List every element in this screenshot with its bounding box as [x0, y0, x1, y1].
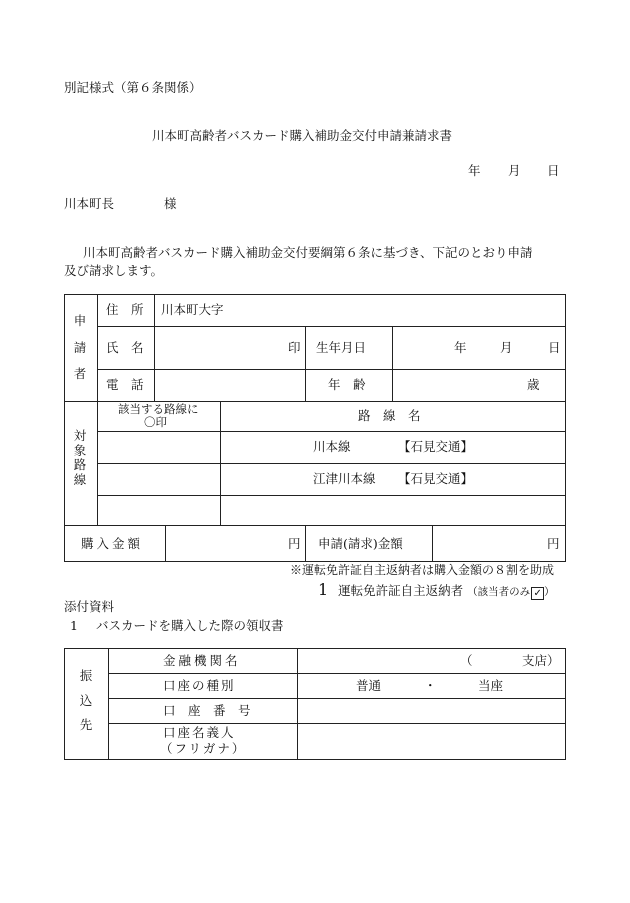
account-holder-label: 口座名義人: [163, 725, 236, 740]
rule: [165, 525, 166, 562]
purchase-amount-unit: 円: [288, 536, 301, 551]
section-char: 路: [73, 457, 87, 472]
bank-table: [64, 648, 566, 760]
request-amount-label: 申請(請求)金額: [318, 536, 403, 551]
rule: [97, 431, 566, 432]
rule: [392, 326, 393, 401]
routes-section-label: [72, 430, 88, 486]
birthdate-label: 生年月日: [316, 340, 367, 355]
license-return-hint-open: （該当者のみ: [467, 586, 531, 598]
branch-open: （: [460, 653, 473, 668]
rule: [305, 525, 306, 562]
route-name-2: 江津川本線: [313, 471, 376, 486]
bank-section-label: [78, 670, 94, 732]
account-holder-kana-label: （フリガナ）: [160, 741, 247, 756]
birth-year: 年: [454, 340, 467, 355]
date-month: 月: [508, 163, 521, 178]
route-name-1: 川本線: [313, 439, 351, 454]
rule: [297, 648, 298, 760]
branch-label: 支店）: [522, 653, 560, 668]
purchase-amount-label: 購入金額: [81, 536, 144, 551]
route-name-header: 路 線 名: [358, 408, 421, 423]
age-unit: 歳: [527, 377, 540, 392]
birth-month: 月: [500, 340, 513, 355]
applicant-section-label: [72, 315, 88, 381]
body-text-line2: 及び請求します。: [64, 263, 164, 278]
section-char: 請: [73, 339, 87, 355]
attachment-1-number: 1: [70, 618, 78, 633]
rule: [108, 648, 109, 760]
request-amount-unit: 円: [547, 536, 560, 551]
account-type-ordinary[interactable]: 普通: [356, 678, 382, 693]
rule: [432, 525, 433, 562]
attachment-1-text: バスカードを購入した際の領収書: [96, 618, 284, 633]
rule: [97, 463, 566, 464]
account-type-label: 口座の種別: [163, 678, 236, 693]
section-char: 対: [73, 428, 87, 443]
route-mark-header-line1: 該当する路線に: [118, 402, 199, 416]
rule: [108, 723, 566, 724]
license-return-line: [318, 582, 555, 600]
rule: [108, 698, 566, 699]
seal-mark: 印: [288, 340, 301, 355]
birth-day: 日: [548, 340, 561, 355]
form-label: 別記様式（第６条関係）: [64, 80, 202, 95]
section-char: 者: [73, 366, 87, 381]
date-year: 年: [468, 163, 481, 178]
route-company-1: 【石見交通】: [398, 439, 474, 454]
date-day: 日: [547, 163, 560, 178]
attachments-label: 添付資料: [64, 599, 115, 614]
rule: [305, 326, 306, 401]
account-number-label: 口 座 番 号: [163, 703, 251, 718]
addressee-honorific: 様: [164, 196, 177, 211]
license-return-hint-close: ）: [544, 586, 555, 598]
account-type-current[interactable]: 当座: [478, 678, 504, 693]
name-label: 氏 名: [106, 340, 144, 355]
section-char: 線: [73, 471, 87, 487]
section-char: 先: [79, 717, 93, 732]
phone-label: 電 話: [106, 377, 144, 392]
address-label: 住 所: [106, 302, 144, 317]
application-table: [64, 294, 566, 562]
age-label: 年 齢: [328, 377, 366, 392]
subsidy-note: ※運転免許証自主返納者は購入金額の８割を助成: [290, 563, 555, 577]
route-mark-cell-1[interactable]: [99, 433, 218, 461]
body-text-line1: 川本町高齢者バスカード購入補助金交付要綱第６条に基づき、下記のとおり申請: [83, 245, 533, 260]
institution-label: 金融機関名: [163, 653, 241, 668]
rule: [97, 294, 98, 525]
license-return-label: 運転免許証自主返納者: [338, 583, 464, 598]
route-mark-cell-2[interactable]: [99, 465, 218, 493]
address-value[interactable]: 川本町大字: [161, 302, 224, 317]
section-char: 込: [79, 692, 93, 708]
addressee: 川本町長: [64, 196, 115, 211]
route-company-2: 【石見交通】: [398, 471, 474, 486]
form-title: 川本町高齢者バスカード購入補助金交付申請兼請求書: [152, 128, 453, 143]
section-char: 象: [73, 442, 87, 458]
rule: [64, 525, 566, 526]
rule: [154, 294, 155, 401]
section-char: 申: [73, 313, 87, 328]
rule: [97, 326, 566, 327]
rule: [108, 673, 566, 674]
route-mark-header-line2: 〇印: [144, 415, 167, 429]
section-char: 振: [79, 668, 93, 683]
account-type-separator: ・: [424, 678, 437, 693]
rule: [97, 495, 566, 496]
license-return-number: 1: [318, 580, 329, 599]
rule: [220, 401, 221, 525]
license-return-checkbox[interactable]: ✓: [531, 587, 544, 600]
rule: [97, 369, 566, 370]
